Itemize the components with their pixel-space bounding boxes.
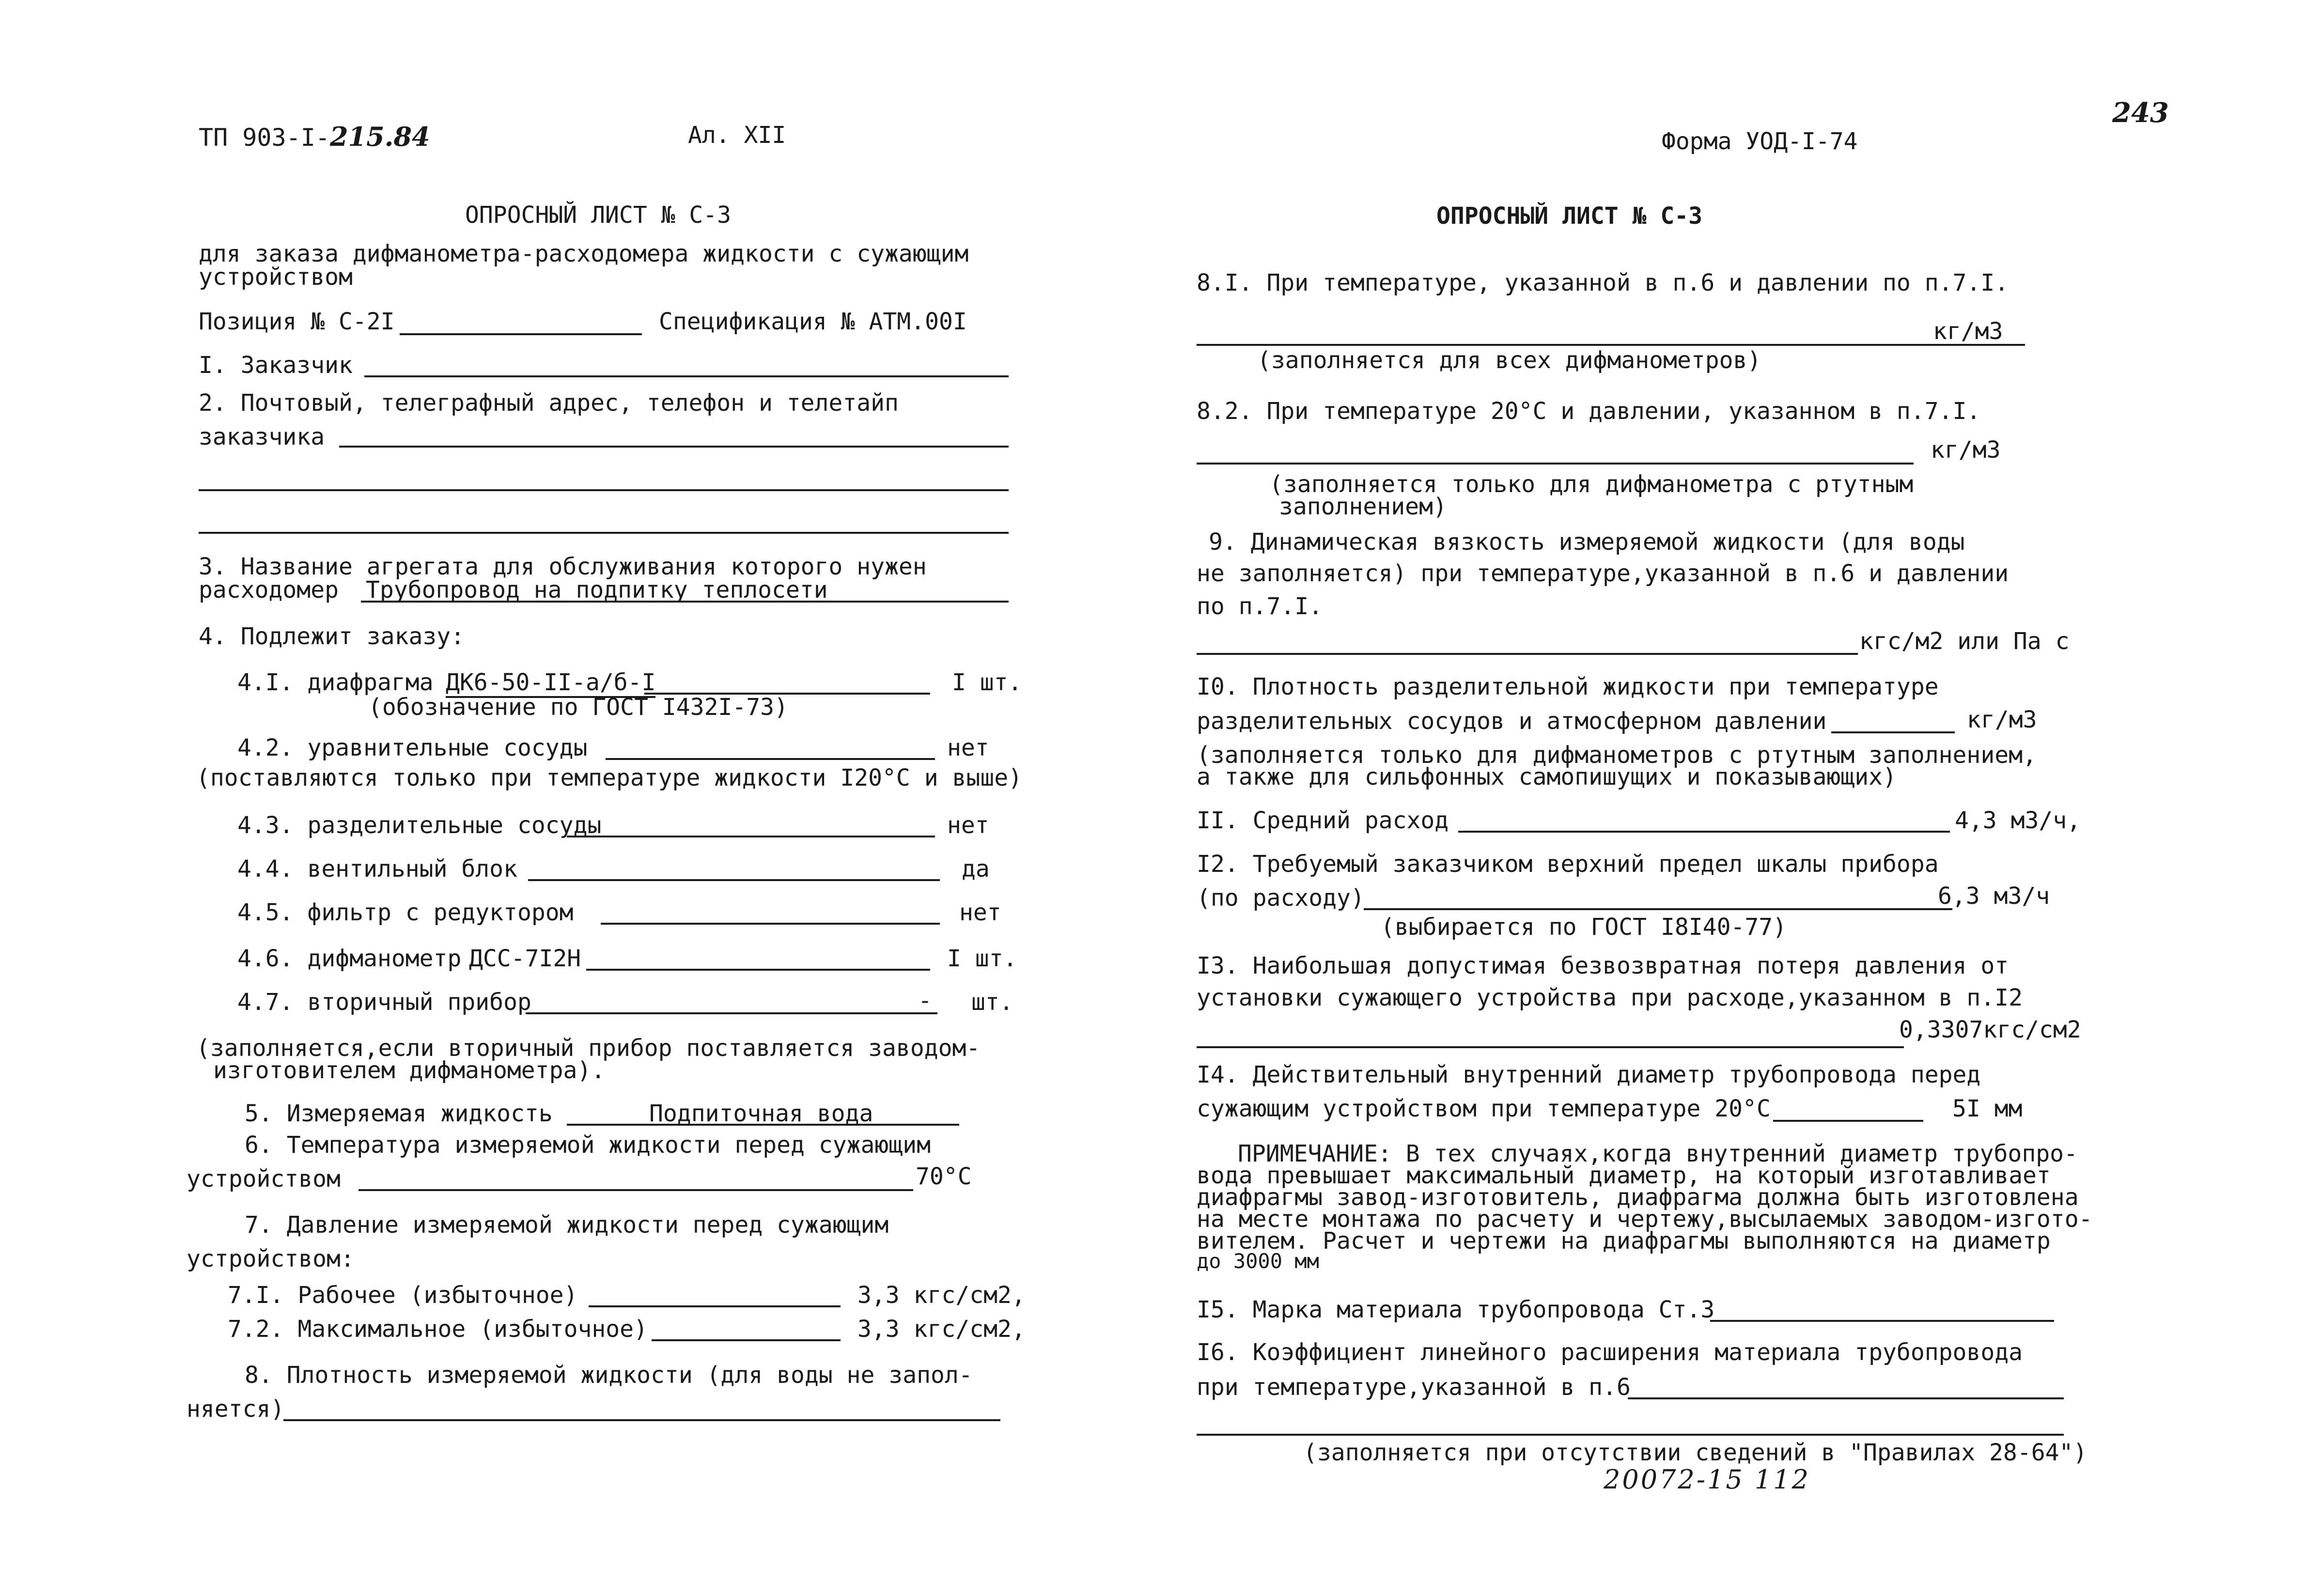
i10-note-1: (заполняется только для дифманометров с ртутным заполнением,	[1197, 742, 2037, 769]
note-1: ПРИМЕЧАНИЕ: В тех случаях,когда внутренний диаметр трубопро-	[1238, 1140, 2078, 1167]
i41-qty: I шт.	[952, 669, 1022, 696]
i43-line	[567, 836, 935, 837]
spec-label: Спецификация № АТМ.00I	[659, 308, 967, 335]
i45-label: 4.5. фильтр с редуктором	[237, 899, 574, 926]
doc-code-handwritten: 215.84	[329, 121, 430, 152]
item1-line	[364, 375, 1009, 377]
i10-line2: разделительных сосудов и атмосферном давлении	[1197, 708, 1827, 735]
i82-unit: кг/м3	[1931, 436, 2001, 464]
i45-value: нет	[959, 899, 1001, 926]
item6-line	[358, 1189, 913, 1191]
item6-value: 70°С	[916, 1163, 972, 1190]
i12-line	[1364, 908, 1952, 910]
i42-label: 4.2. уравнительные сосуды	[237, 734, 588, 761]
item8-line	[283, 1419, 1000, 1421]
i42-value: нет	[947, 734, 989, 761]
i41-note: (обозначение по ГОСТ I432I-73)	[368, 694, 788, 721]
i71-label: 7.I. Рабочее (избыточное)	[228, 1282, 578, 1309]
item2-line-c	[199, 532, 1009, 534]
footer-number: 20072-15 112	[1604, 1464, 1810, 1495]
i16-note: (заполняется при отсутствии сведений в "Правилах 28-64")	[1303, 1439, 2088, 1466]
i43-label: 4.3. разделительные сосуды	[237, 812, 602, 839]
i42-note: (поставляются только при температуре жидкости I20°С и выше)	[196, 764, 1023, 791]
i81-line	[1197, 344, 2025, 346]
i10-note-2: а также для сильфонных самопишущих и показывающих)	[1197, 763, 1897, 790]
i46-qty: I шт.	[947, 945, 1017, 972]
position-line	[400, 333, 642, 335]
i13-line1: I3. Наибольшая допустимая безвозвратная потеря давления от	[1197, 952, 2009, 979]
i72-line	[652, 1339, 841, 1341]
item5-value: Подпиточная вода	[649, 1100, 873, 1127]
i9-unit: кгс/м2 или Па с	[1859, 628, 2070, 655]
i13-line	[1197, 1046, 1904, 1048]
item3-value: Трубопровод на подпитку теплосети	[366, 576, 828, 604]
position-label: Позиция № С-2I	[199, 308, 395, 335]
right-title: ОПРОСНЫЙ ЛИСТ № С-3	[1436, 202, 1703, 230]
i9-line3: по п.7.I.	[1197, 593, 1323, 620]
note-2: вода превышает максимальный диаметр, на который изготавливает	[1197, 1162, 2051, 1189]
i14-line2: сужающим устройством при температуре 20°С	[1197, 1095, 1771, 1122]
i12-line1: I2. Требуемый заказчиком верхний предел шкалы прибора	[1197, 851, 1939, 878]
i12-note: (выбирается по ГОСТ I8I40-77)	[1381, 914, 1787, 941]
item8-line1: 8. Плотность измеряемой жидкости (для воды не запол-	[245, 1362, 973, 1389]
i47-note-2: изготовителем дифманометра).	[213, 1057, 606, 1084]
i81-note: (заполняется для всех дифманометров)	[1257, 347, 1761, 374]
i16-line1: I6. Коэффициент линейного расширения материала трубопровода	[1197, 1339, 2023, 1366]
i81-unit: кг/м3	[1933, 318, 2003, 345]
i46-line	[586, 969, 930, 971]
note-3: диафрагмы завод-изготовитель, диафрагма должна быть изготовлена	[1197, 1184, 2079, 1211]
i15-text: I5. Марка материала трубопровода Ст.3	[1197, 1296, 1715, 1323]
i13-line2: установки сужающего устройства при расходе,указанном в п.I2	[1197, 984, 2023, 1011]
i10-unit: кг/м3	[1967, 706, 2037, 733]
item6-line2: устройством	[187, 1165, 341, 1193]
i71-value: 3,3 кгс/см2,	[857, 1282, 1026, 1309]
note-6: до 3000 мм	[1197, 1249, 1319, 1273]
item3-line2: расходомер	[199, 576, 339, 604]
i71-line	[589, 1305, 841, 1307]
i16-line2: при температуре,указанной в п.6	[1197, 1374, 1631, 1401]
item5-label: 5. Измеряемая жидкость	[245, 1100, 553, 1127]
i15-line	[1710, 1320, 2054, 1322]
i12-value: 6,3 м3/ч	[1938, 883, 2050, 910]
item5-line	[567, 1124, 959, 1126]
i13-value: 0,3307кгс/см2	[1899, 1016, 2081, 1043]
page-number: 243	[2112, 97, 2169, 129]
i42-line	[606, 758, 935, 760]
i12-line2: (по расходу)	[1197, 884, 1365, 912]
item2-line2: заказчика	[199, 423, 325, 450]
i9-line	[1197, 653, 1858, 655]
i82-text: 8.2. При температуре 20°С и давлении, указанном в п.7.I.	[1197, 398, 1981, 425]
i44-line	[528, 879, 940, 881]
item2-line-b	[199, 489, 1009, 491]
i43-value: нет	[947, 812, 989, 839]
i82-note-2: заполнением)	[1279, 493, 1447, 520]
i10-line	[1831, 731, 1955, 733]
i41-label: 4.I. диафрагма	[237, 669, 434, 696]
i82-note-1: (заполняется только для дифманометра с ртутным	[1269, 471, 1914, 498]
left-subtitle-2: устройством	[199, 263, 353, 291]
i14-line1: I4. Действительный внутренний диаметр трубопровода перед	[1197, 1061, 1981, 1088]
i16-line-b	[1197, 1434, 2064, 1436]
doc-code: ТП 903-I-215.84	[199, 121, 430, 152]
item1-label: I. Заказчик	[199, 352, 353, 379]
form-number: Форма УОД-I-74	[1662, 128, 1858, 155]
i44-label: 4.4. вентильный блок	[237, 855, 517, 883]
i81-text: 8.I. При температуре, указанной в п.6 и давлении по п.7.I.	[1197, 269, 2009, 296]
i14-line	[1773, 1120, 1923, 1122]
i46-label: 4.6. дифманометр	[237, 945, 462, 972]
item6-line1: 6. Температура измеряемой жидкости перед сужающим	[245, 1131, 931, 1159]
i11-line	[1458, 831, 1950, 833]
i10-line1: I0. Плотность разделительной жидкости при температуре	[1197, 673, 1939, 700]
item3-line1: 3. Название агрегата для обслуживания которого нужен	[199, 553, 927, 580]
left-subtitle-1: для заказа дифманометра-расходомера жидкости с сужающим	[199, 240, 969, 267]
note-5: вителем. Расчет и чертежи на диафрагмы выполняются на диаметр	[1197, 1227, 2051, 1255]
item7-line2: устройством:	[187, 1245, 355, 1272]
item7-line1: 7. Давление измеряемой жидкости перед сужающим	[245, 1211, 889, 1239]
i9-line1: 9. Динамическая вязкость измеряемой жидкости (для воды	[1209, 528, 1965, 556]
i47-line	[526, 1012, 937, 1014]
i41-value: ДК6-50-II-а/б-I	[446, 669, 656, 696]
i72-value: 3,3 кгс/см2,	[857, 1316, 1026, 1343]
i82-line	[1197, 463, 1914, 465]
item8-line2: няется)	[187, 1395, 285, 1423]
left-title: ОПРОСНЫЙ ЛИСТ № С-3	[465, 201, 732, 229]
i47-unit: шт.	[971, 989, 1013, 1016]
i47-dash: -	[918, 987, 932, 1014]
i72-label: 7.2. Максимальное (избыточное)	[228, 1316, 648, 1343]
item2-line1: 2. Почтовый, телеграфный адрес, телефон и телетайп	[199, 389, 899, 417]
i46-model: ДСС-7I2Н	[469, 945, 581, 972]
item4-header: 4. Подлежит заказу:	[199, 623, 465, 650]
i11-value: 4,3 м3/ч,	[1955, 807, 2081, 834]
i11-label: II. Средний расход	[1197, 807, 1449, 834]
i44-value: да	[962, 855, 990, 883]
album-number: Ал. XII	[688, 122, 786, 149]
i9-line2: не заполняется) при температуре,указанной в п.6 и давлении	[1197, 560, 2009, 587]
i47-note-1: (заполняется,если вторичный прибор поставляется заводом-	[196, 1035, 981, 1062]
item3-line	[361, 601, 1009, 603]
i45-line	[601, 923, 940, 925]
i14-value: 5I мм	[1952, 1095, 2023, 1122]
note-4: на месте монтажа по расчету и чертежу,высылаемых заводом-изгото-	[1197, 1206, 2093, 1233]
i47-label: 4.7. вторичный прибор	[237, 989, 531, 1016]
i16-line-a	[1628, 1397, 2064, 1399]
item2-line-a	[339, 446, 1009, 448]
